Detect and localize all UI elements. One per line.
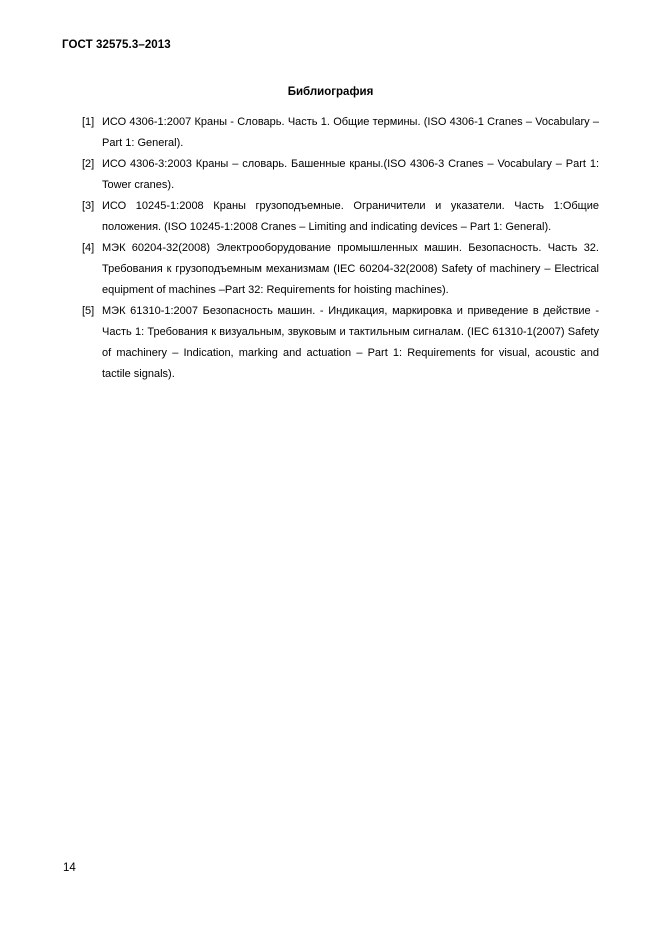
entry-number: [4] [82, 242, 95, 254]
entry-number: [3] [82, 200, 95, 212]
bibliography-list [82, 112, 599, 385]
entry-text: МЭК 60204-32(2008) Электрооборудование промышленных машин. Безопасность. Часть 32. Требования к грузоподъемным механизмам (IEC 60204-32(2008) Safety of machinery – Electrical equipment of machines –Part 32: Requirements for hoisting machines). [102, 242, 599, 296]
entry-text: ИСО 10245-1:2008 Краны грузоподъемные. Ограничители и указатели. Часть 1:Общие положения. (ISO 10245-1:2008 Cranes – Limiting and indicating devices – Part 1: General). [102, 200, 599, 233]
entry-text: МЭК 61310-1:2007 Безопасность машин. - Индикация, маркировка и приведение в действие - Часть 1: Требования к визуальным, звуковым и тактильным сигналам. (IEC 61310-1(2007) Safety of machinery – Indication, marking and actuation – Part 1: Requirements for visual, acoustic and tactile signals). [102, 305, 599, 380]
entry-text: ИСО 4306-1:2007 Краны - Словарь. Часть 1. Общие термины. (ISO 4306-1 Cranes – Vocabulary – Part 1: General). [102, 116, 599, 149]
bibliography-entry-4 [82, 238, 599, 301]
bibliography-entry-1 [82, 112, 599, 154]
document-header: ГОСТ 32575.3–2013 [62, 39, 171, 51]
bibliography-entry-5 [82, 301, 599, 385]
bibliography-entry-3 [82, 196, 599, 238]
entry-number: [5] [82, 305, 95, 317]
page-number: 14 [63, 862, 76, 874]
entry-text: ИСО 4306-3:2003 Краны – словарь. Башенные краны.(ISO 4306-3 Cranes – Vocabulary – Part 1: Tower cranes). [102, 158, 599, 191]
bibliography-entry-2 [82, 154, 599, 196]
entry-number: [2] [82, 158, 95, 170]
section-title: Библиография [287, 86, 374, 98]
entry-number: [1] [82, 116, 95, 128]
